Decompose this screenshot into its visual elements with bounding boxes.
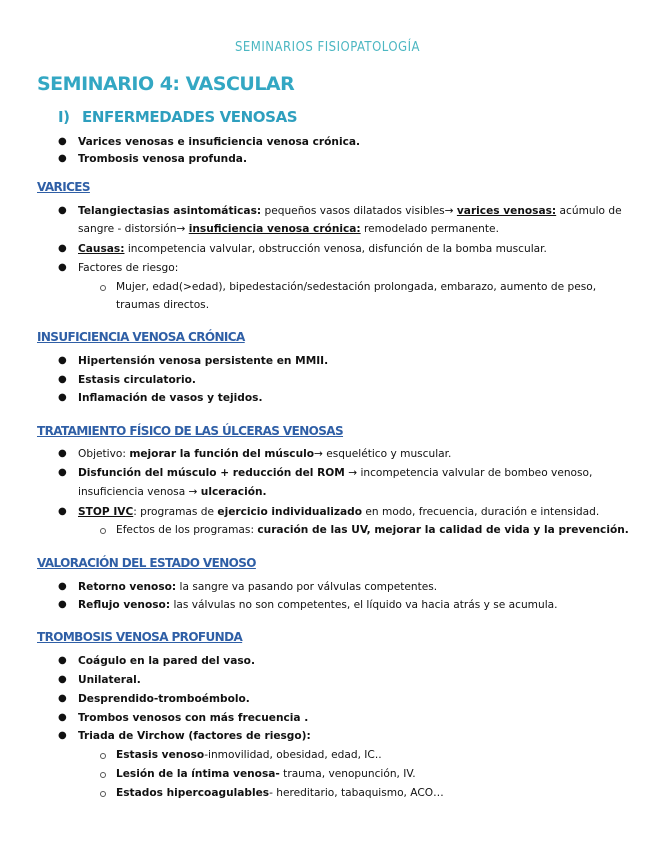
intro-item-1: Varices venosas e insuficiencia venosa crónica. [78,136,361,148]
tvp-item-4: Trombos venosos con más frecuencia . [78,712,309,724]
bullet-dot: ● [58,599,67,610]
section-tvp-title: TROMBOSIS VENOSA PROFUNDA [37,630,243,644]
tvp-virchow-hipercoagulables: Estados hipercoagulables- hereditario, tabaquismo, ACO… [116,787,444,799]
bullet-dot: ● [58,205,67,216]
section-tratamiento-title: TRATAMIENTO FÍSICO DE LAS ÚLCERAS VENOSAS [37,424,344,438]
bullet-dot: ● [58,730,67,741]
sub-bullet [100,791,106,797]
tvp-item-1: Coágulo en la pared del vaso. [78,655,255,667]
ivc-item-1: Hipertensión venosa persistente en MMII. [78,355,329,367]
bullet-dot: ● [58,674,67,685]
seminar-title: SEMINARIO 4: VASCULAR [37,73,295,95]
tvp-virchow-lesion: Lesión de la íntima venosa- trauma, venopunción, IV. [116,768,416,780]
sub-bullet [100,772,106,778]
bullet-dot: ● [58,448,67,459]
tvp-virchow-estasis: Estasis venoso-inmovilidad, obesidad, edad, IC.. [116,749,382,761]
tvp-item-3: Desprendido-tromboémbolo. [78,693,250,705]
ivc-item-3: Inflamación de vasos y tejidos. [78,392,263,404]
sub-bullet [100,753,106,759]
bullet-dot: ● [58,136,67,147]
bullet-dot: ● [58,655,67,666]
bullet-dot: ● [58,374,67,385]
bullet-dot: ● [58,581,67,592]
varices-factores-list-cont: traumas directos. [116,299,210,311]
bullet-dot: ● [58,693,67,704]
varices-causas: Causas: incompetencia valvular, obstrucción venosa, disfunción de la bomba muscular. [78,243,547,255]
tratamiento-stop-ivc: STOP IVC: programas de ejercicio individualizado en modo, frecuencia, duración e intensidad. [78,506,600,518]
section-ivc-title: INSUFICIENCIA VENOSA CRÓNICA [37,330,245,344]
varices-factores-list: Mujer, edad(>edad), bipedestación/sedestación prolongada, embarazo, aumento de peso, [116,281,597,293]
part-title: ENFERMEDADES VENOSAS [82,108,298,126]
valoracion-retorno: Retorno venoso: la sangre va pasando por válvulas competentes. [78,581,438,593]
varices-factores: Factores de riesgo: [78,262,179,274]
bullet-dot: ● [58,153,67,164]
valoracion-reflujo: Reflujo venoso: las válvulas no son competentes, el líquido va hacia atrás y se acumula. [78,599,558,611]
tvp-item-2: Unilateral. [78,674,141,686]
page-title: SEMINARIOS FISIOPATOLOGÍA [234,40,421,55]
bullet-dot: ● [58,506,67,517]
bullet-dot: ● [58,392,67,403]
tvp-item-5: Triada de Virchow (factores de riesgo): [78,730,311,742]
varices-telangiectasias-cont: sangre - distorsión→ insuficiencia venosa crónica: remodelado permanente. [78,223,499,235]
part-heading [58,108,297,126]
sub-bullet [100,285,106,291]
bullet-dot: ● [58,262,67,273]
tratamiento-disfuncion: Disfunción del músculo + reducción del ROM → incompetencia valvular de bombeo venoso, [78,467,593,479]
bullet-dot: ● [58,243,67,254]
bullet-dot: ● [58,467,67,478]
intro-item-2: Trombosis venosa profunda. [78,153,247,165]
tratamiento-disfuncion-cont: insuficiencia venosa → ulceración. [78,486,267,498]
sub-bullet [100,528,106,534]
bullet-dot: ● [58,712,67,723]
varices-telangiectasias: Telangiectasias asintomáticas: pequeños vasos dilatados visibles→ varices venosas: acúmulo de [78,205,622,217]
part-number: I) [58,108,70,126]
section-valoracion-title: VALORACIÓN DEL ESTADO VENOSO [37,556,256,570]
tratamiento-efectos: Efectos de los programas: curación de las UV, mejorar la calidad de vida y la prevención. [116,524,629,536]
bullet-dot: ● [58,355,67,366]
tratamiento-objetivo: Objetivo: mejorar la función del músculo→ esquelético y muscular. [78,448,452,460]
section-varices-title: VARICES [37,180,90,194]
ivc-item-2: Estasis circulatorio. [78,374,196,386]
